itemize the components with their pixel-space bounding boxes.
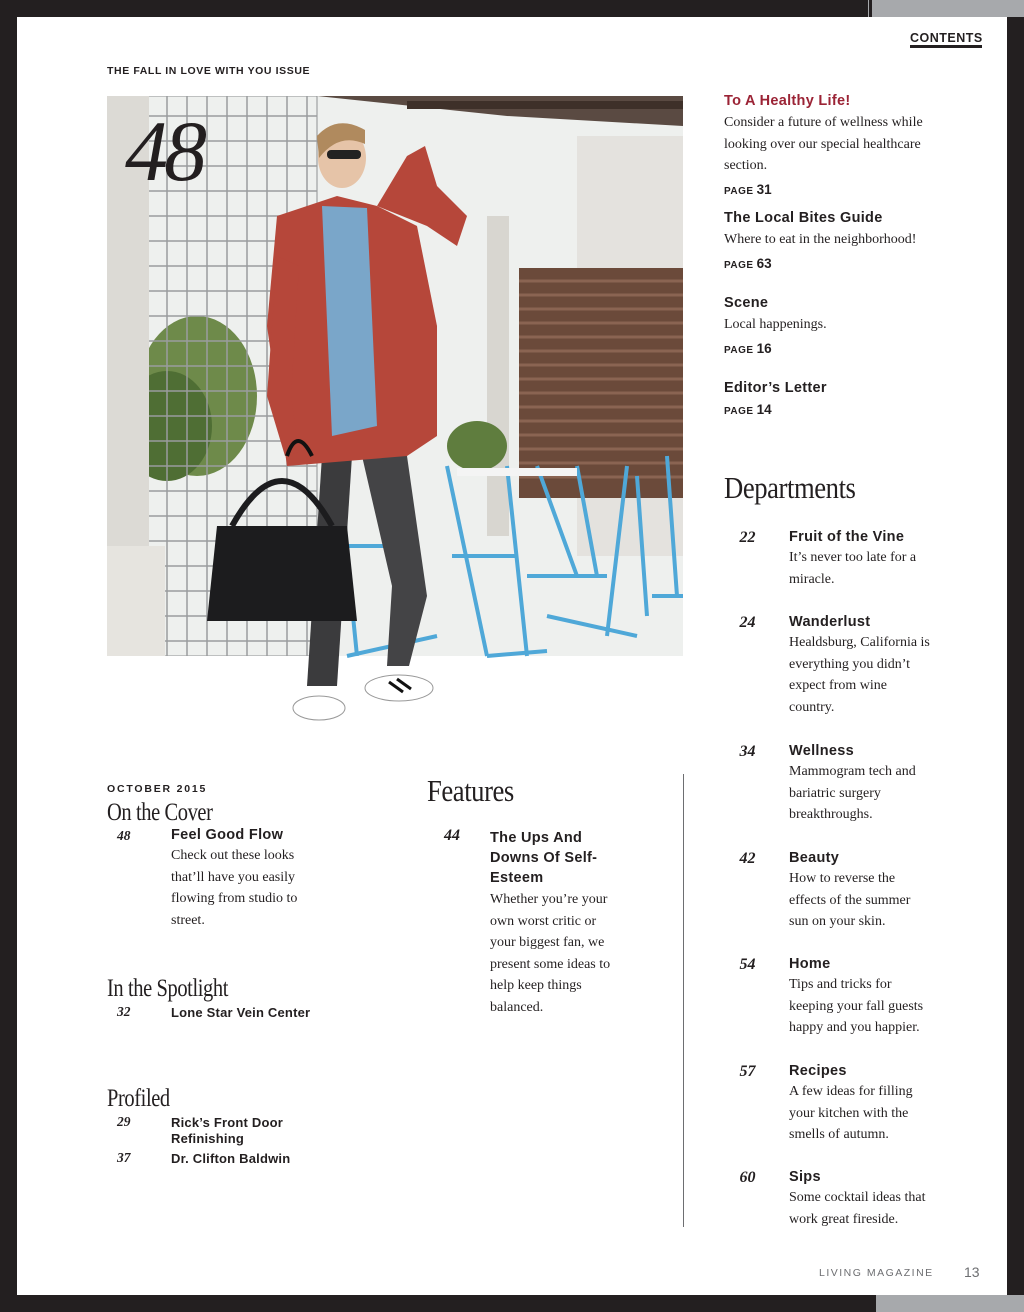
- cover-story-page-number: 48: [117, 828, 131, 843]
- highlight-description: Consider a future of wellness while looking over our special healthcare section.: [724, 115, 923, 173]
- cover-story-feel-good-flow[interactable]: [171, 827, 321, 931]
- department-description: It’s never too late for a miracle.: [789, 550, 917, 587]
- feature-description: Whether you’re your own worst critic or your biggest fan, we present some ideas to help keep things balanced.: [490, 892, 611, 1015]
- department-title: Wanderlust: [789, 614, 871, 630]
- department-page-number: 34: [739, 743, 756, 760]
- profiled-page-number: 29: [117, 1114, 131, 1129]
- department-description: Healdsburg, California is everything you didn’t expect from wine country.: [789, 635, 930, 715]
- department-item-recipes[interactable]: [789, 1063, 959, 1146]
- highlight-title: Editor’s Letter: [724, 380, 827, 396]
- section-label[interactable]: CONTENTS: [910, 31, 983, 45]
- highlight-description: Local happenings.: [724, 317, 827, 332]
- department-page-number: 60: [739, 1169, 756, 1186]
- department-item-sips[interactable]: [789, 1169, 959, 1230]
- department-description: A few ideas for filling your kitchen with the smells of autumn.: [789, 1084, 913, 1142]
- issue-month: OCTOBER 2015: [107, 783, 208, 795]
- department-description: Mammogram tech and bariatric surgery breakthroughs.: [789, 764, 916, 822]
- department-item-home[interactable]: [789, 956, 959, 1039]
- department-description: How to reverse the effects of the summer sun on your skin.: [789, 871, 911, 929]
- page-number: 14: [756, 402, 772, 417]
- page-label: PAGE: [724, 344, 754, 356]
- highlight-page: [724, 402, 954, 417]
- department-page-number: 57: [739, 1063, 756, 1080]
- section-label-underline: [910, 45, 982, 48]
- department-title: Beauty: [789, 850, 840, 866]
- feature-title: The Ups And Downs Of Self-Esteem: [490, 830, 598, 886]
- footer-page-number: 13: [964, 1264, 980, 1280]
- spotlight-item-title[interactable]: Lone Star Vein Center: [171, 1005, 311, 1020]
- features-heading: Features: [427, 773, 514, 808]
- department-title: Recipes: [789, 1063, 847, 1079]
- page-number: 63: [756, 255, 772, 271]
- page-number: 16: [756, 340, 772, 356]
- cover-story-title: Feel Good Flow: [171, 827, 284, 843]
- page-label: PAGE: [724, 406, 754, 417]
- department-description: Some cocktail ideas that work great fireside.: [789, 1190, 926, 1227]
- department-title: Fruit of the Vine: [789, 529, 905, 545]
- frame-accent-bottom: [876, 1295, 1024, 1312]
- cover-number: 48: [125, 103, 203, 199]
- department-page-number: 42: [739, 850, 756, 867]
- department-title: Home: [789, 956, 831, 972]
- highlight-healthy-life[interactable]: [724, 93, 954, 197]
- departments-heading: Departments: [724, 470, 856, 505]
- feature-page-number: 44: [444, 827, 460, 844]
- highlight-title: Scene: [724, 295, 769, 311]
- profiled-page-number: 37: [117, 1150, 131, 1165]
- department-page-number: 22: [739, 529, 756, 546]
- footer-magazine-name: LIVING MAGAZINE: [819, 1267, 934, 1279]
- profiled-item-title[interactable]: Rick’s Front Door Refinishing: [171, 1115, 283, 1146]
- on-the-cover-heading: On the Cover: [107, 799, 213, 826]
- highlight-editors-letter[interactable]: [724, 380, 954, 417]
- cover-story-description: Check out these looks that’ll have you easily flowing from studio to street.: [171, 848, 298, 928]
- highlight-title: The Local Bites Guide: [724, 210, 883, 226]
- highlight-title: To A Healthy Life!: [724, 93, 851, 109]
- spotlight-page-number: 32: [117, 1004, 131, 1019]
- contents-page: [17, 17, 1007, 1295]
- profiled-heading: Profiled: [107, 1085, 170, 1112]
- department-description: Tips and tricks for keeping your fall guests happy and you happier.: [789, 977, 924, 1035]
- frame-accent-notch: [869, 0, 872, 17]
- page-label: PAGE: [724, 259, 754, 271]
- column-divider: [683, 774, 684, 1227]
- department-item-beauty[interactable]: [789, 850, 959, 933]
- department-item-wellness[interactable]: [789, 743, 959, 826]
- department-page-number: 24: [739, 614, 756, 631]
- spotlight-heading: In the Spotlight: [107, 975, 229, 1002]
- feature-ups-and-downs[interactable]: [490, 828, 625, 1018]
- highlight-scene[interactable]: [724, 295, 954, 356]
- department-item-fruit-of-the-vine[interactable]: [789, 529, 959, 590]
- department-item-wanderlust[interactable]: [789, 614, 959, 718]
- cover-photo: [107, 96, 683, 736]
- highlight-page: [724, 341, 954, 356]
- department-title: Wellness: [789, 743, 854, 759]
- highlight-description: Where to eat in the neighborhood!: [724, 232, 917, 247]
- issue-title: THE FALL IN LOVE WITH YOU ISSUE: [107, 65, 311, 77]
- highlight-page: [724, 182, 954, 197]
- page-label: PAGE: [724, 185, 754, 197]
- highlight-local-bites[interactable]: [724, 210, 954, 271]
- highlight-page: [724, 256, 954, 271]
- page-number: 31: [756, 181, 772, 197]
- frame-accent-top: [868, 0, 1024, 17]
- department-page-number: 54: [739, 956, 756, 973]
- department-title: Sips: [789, 1169, 821, 1185]
- profiled-item-title[interactable]: Dr. Clifton Baldwin: [171, 1151, 291, 1166]
